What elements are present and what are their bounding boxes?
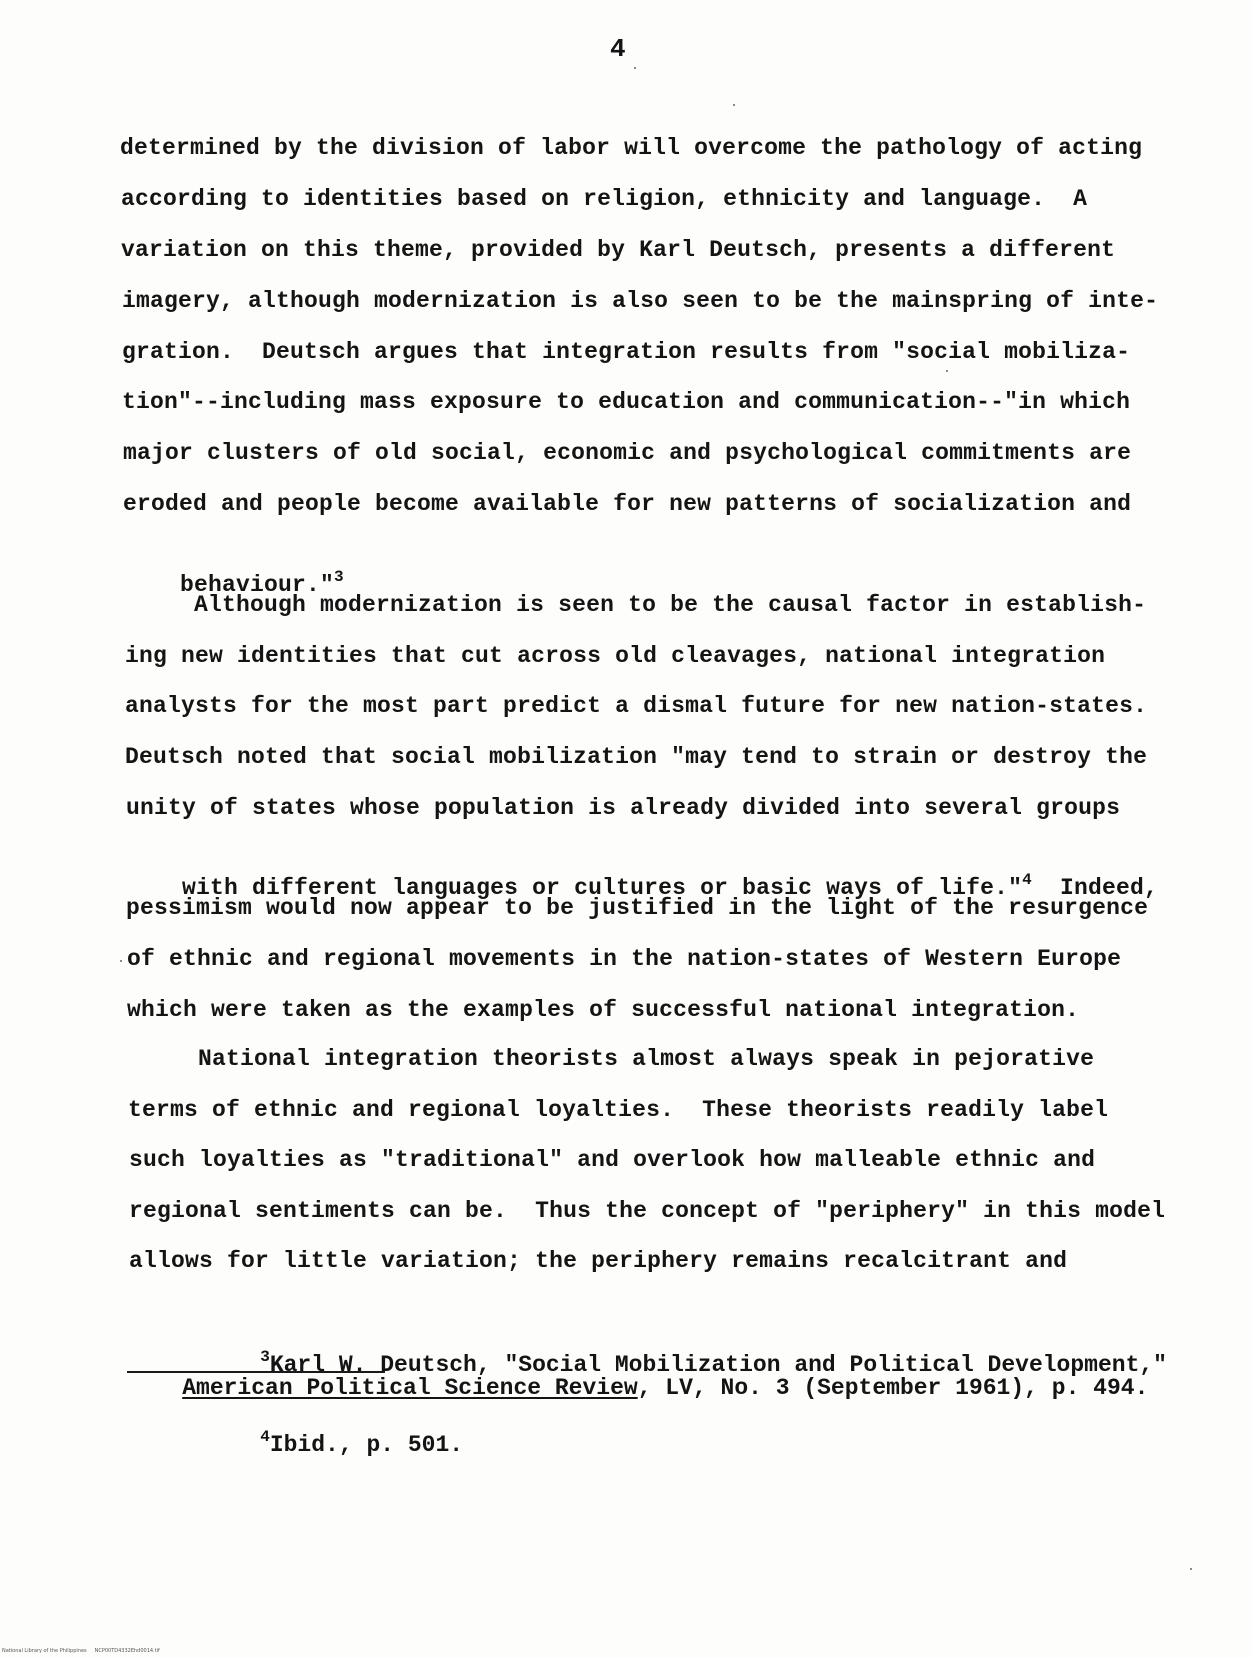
body-line: ing new identities that cut across old cleavages, national integration xyxy=(125,643,1106,669)
body-line: variation on this theme, provided by Karl Deutsch, presents a different xyxy=(121,237,1116,263)
footnote-3-citation: , LV, No. 3 (September 1961), p. 494. xyxy=(637,1375,1149,1401)
page-number: 4 xyxy=(610,34,626,64)
body-line: major clusters of old social, economic and psychological commitments are xyxy=(123,440,1132,466)
footnote-3-mark: 3 xyxy=(260,1348,270,1366)
body-line: which were taken as the examples of successful national integration. xyxy=(127,997,1080,1023)
body-line: imagery, although modernization is also seen to be the mainspring of inte- xyxy=(122,288,1159,314)
body-line: analysts for the most part predict a dismal future for new nation-states. xyxy=(125,693,1148,719)
scan-speck xyxy=(634,67,636,69)
body-line-tail: Indeed, xyxy=(1031,875,1158,901)
footnote-4-text: Ibid., p. 501. xyxy=(269,1432,464,1458)
body-line: Deutsch noted that social mobilization "may tend to strain or destroy the xyxy=(125,744,1148,770)
body-line: according to identities based on religion, ethnicity and language. A xyxy=(121,186,1088,212)
body-line: allows for little variation; the periphery remains recalcitrant and xyxy=(129,1248,1068,1274)
scan-footer-tag: National Library of the Philippines NCP00TD4332Ehd0014.tif xyxy=(2,1648,160,1654)
body-line: such loyalties as "traditional" and overlook how malleable ethnic and xyxy=(129,1147,1096,1173)
scan-speck xyxy=(733,104,735,106)
footnote-4-mark: 4 xyxy=(260,1428,270,1446)
body-line: Although modernization is seen to be the causal factor in establish- xyxy=(124,592,1147,618)
body-line: gration. Deutsch argues that integration results from "social mobiliza- xyxy=(122,339,1131,365)
footnote-4 xyxy=(205,1402,463,1484)
footnote-reference-4: 4 xyxy=(1022,871,1032,889)
footnote-reference-3: 3 xyxy=(334,568,344,586)
body-line: determined by the division of labor will overcome the pathology of acting xyxy=(120,135,1143,161)
scan-speck xyxy=(120,960,122,962)
body-line: National integration theorists almost always speak in pejorative xyxy=(128,1046,1095,1072)
body-line-text: behaviour." xyxy=(180,572,335,598)
body-line: of ethnic and regional movements in the nation-states of Western Europe xyxy=(127,946,1122,972)
body-line: pessimism would now appear to be justified in the light of the resurgence xyxy=(126,895,1149,921)
footnote-3-journal-title: American Political Science Review xyxy=(182,1375,638,1401)
body-line: unity of states whose population is already divided into several groups xyxy=(126,795,1121,821)
scan-speck xyxy=(946,370,948,372)
body-line: eroded and people become available for new patterns of socialization and xyxy=(123,491,1132,517)
scan-speck xyxy=(1190,1568,1192,1570)
body-line: regional sentiments can be. Thus the concept of "periphery" in this model xyxy=(129,1198,1166,1224)
body-line-text: with different languages or cultures or basic ways of life." xyxy=(182,875,1023,901)
body-line: terms of ethnic and regional loyalties. These theorists readily label xyxy=(128,1097,1109,1123)
body-line: tion"--including mass exposure to education and communication--"in which xyxy=(122,389,1131,415)
footnote-3-text: Karl W. Deutsch, "Social Mobilization and Political Development," xyxy=(269,1352,1167,1378)
